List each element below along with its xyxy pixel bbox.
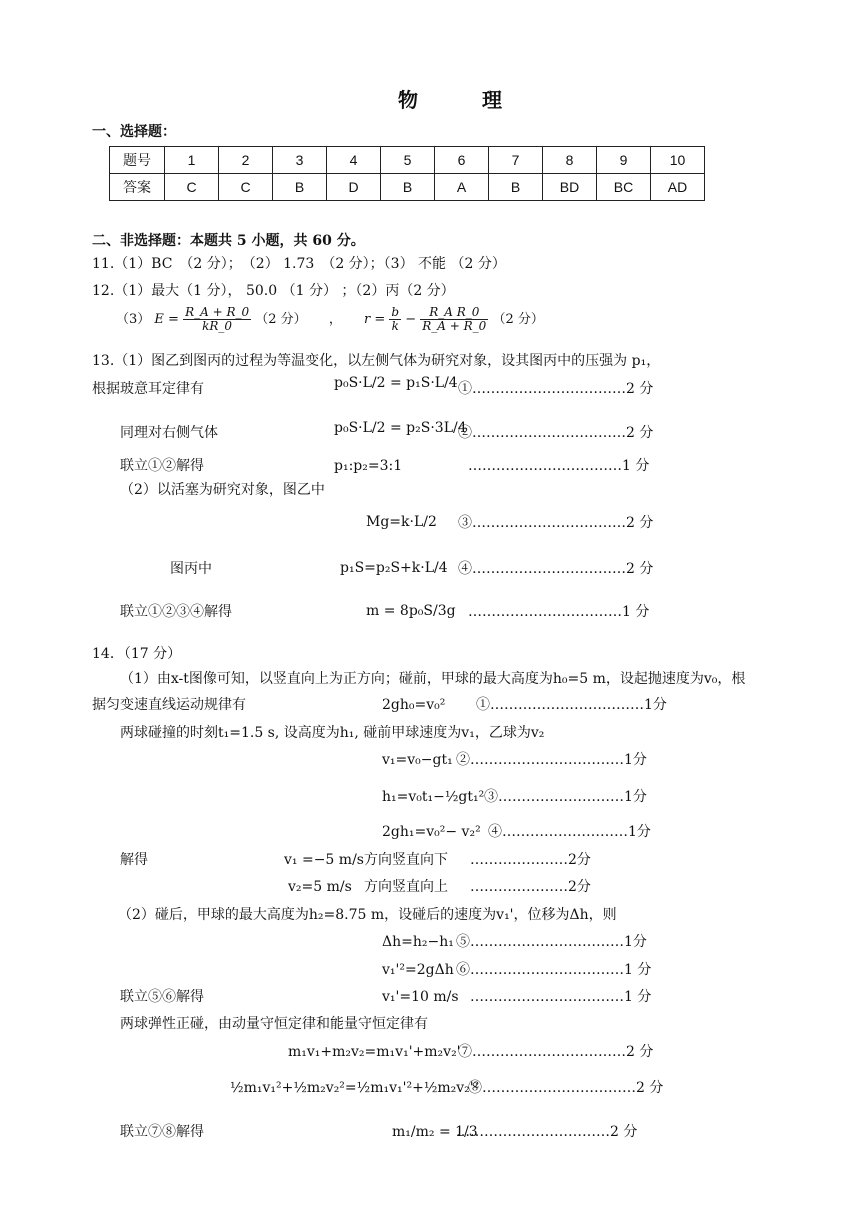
q13-equation: p₁:p₂=3:1	[334, 458, 403, 474]
score-mark: ②……………………………1分	[456, 752, 647, 768]
table-cell: B	[273, 174, 327, 201]
table-cell: B	[381, 174, 435, 201]
q13-text: 联立①②解得	[120, 458, 204, 474]
q14-result: v₂=5 m/s	[288, 879, 352, 895]
table-cell: 1	[165, 147, 219, 174]
q14-equation: ½m₁v₁²+½m₂v₂²=½m₁v₁'²+½m₂v₂'²	[230, 1080, 480, 1096]
table-cell: B	[489, 174, 543, 201]
fraction: $\frac{R\_A + R\_0}{kR\_0}$	[185, 305, 250, 334]
q12-answer-b: （3） E = $\frac{R\_A + R\_0}{kR\_0}$ （2 分） ， r = $\frac{b}{k}$ − $\frac{\text{R\_A R\_0}}{R\_A + R\_0}$ （2 分）	[116, 305, 544, 334]
q12-answer-a: 12.（1）最大（1 分）， 50.0 （1 分） ；（2）丙（2 分）	[92, 283, 455, 299]
q14-equation: v₁'²=2gΔh	[382, 962, 454, 978]
score-mark: ……………………………1 分	[468, 604, 650, 620]
q13-equation: p₁S=p₂S+k·L/4	[340, 560, 448, 576]
score-mark: ④………………………1分	[488, 824, 651, 840]
q11-answer: 11.（1）BC （2 分）； （2） 1.73 （2 分）；（3） 不能 （2 分）	[92, 256, 506, 272]
table-cell: 10	[651, 147, 705, 174]
table-cell: BC	[597, 174, 651, 201]
score-mark: ⑥……………………………1 分	[456, 962, 652, 978]
table-cell: 3	[273, 147, 327, 174]
q14-text: （2）碰后，甲球的最大高度为h₂=8.75 m，设碰后的速度为v₁'，位移为Δh，则	[118, 907, 617, 923]
table-cell: AD	[651, 174, 705, 201]
q13-text: 根据玻意耳定律有	[92, 381, 204, 397]
score-mark: ⑦……………………………2 分	[458, 1044, 654, 1060]
q13-text: 图丙中	[170, 561, 212, 577]
score-mark: ⑤……………………………1分	[456, 934, 647, 950]
q14-text: 联立⑦⑧解得	[120, 1124, 204, 1140]
q14-equation: v₁'=10 m/s	[382, 989, 459, 1005]
q13-intro: 13.（1）图乙到图丙的过程为等温变化，以左侧气体为研究对象，设其图丙中的压强为 p₁，	[92, 353, 661, 369]
table-cell: 9	[597, 147, 651, 174]
q14-result: 方向竖直向下	[364, 852, 448, 868]
table-cell: 7	[489, 147, 543, 174]
page-title: 物 理	[398, 88, 524, 112]
section-nonchoice-heading: 二、非选择题：本题共 5 小题，共 60 分。	[92, 233, 365, 249]
score-mark: ①……………………………2 分	[458, 381, 654, 397]
score-mark: ②……………………………2 分	[458, 425, 654, 441]
section-choice-heading: 一、选择题：	[92, 124, 176, 140]
q14-intro: （1）由x-t图像可知，以竖直向上为正方向；碰前，甲球的最大高度为h₀=5 m，设起抛速度为v₀，根	[120, 671, 746, 687]
table-cell: D	[327, 174, 381, 201]
q14-equation: m₁v₁+m₂v₂=m₁v₁'+m₂v₂'	[288, 1044, 461, 1060]
score-mark: …………………2分	[470, 879, 591, 895]
table-row	[110, 147, 705, 174]
q13-text: 联立①②③④解得	[120, 604, 232, 620]
score-mark: …………………2分	[470, 852, 591, 868]
q14-equation: 2gh₀=v₀²	[382, 697, 446, 713]
table-cell: BD	[543, 174, 597, 201]
table-cell: A	[435, 174, 489, 201]
q14-result: 方向竖直向上	[364, 879, 448, 895]
q14-text: 联立⑤⑥解得	[120, 989, 204, 1005]
q14-equation: 2gh₁=v₀²− v₂²	[382, 824, 481, 840]
table-row-label: 题号	[110, 147, 165, 174]
q13-equation: Mg=k·L/2	[366, 514, 437, 530]
q14-result: v₁ =−5 m/s	[284, 852, 364, 868]
score-mark: ③………………………1分	[484, 789, 647, 805]
q13-equation: p₀S·L/2 = p₁S·L/4	[334, 375, 458, 391]
table-cell: 4	[327, 147, 381, 174]
table-cell: 8	[543, 147, 597, 174]
score-mark: ……………………………2 分	[456, 1124, 638, 1140]
q14-equation: h₁=v₀t₁−½gt₁²	[382, 789, 485, 805]
q14-intro: 据匀变速直线运动规律有	[92, 697, 246, 713]
score-mark: ……………………………1 分	[468, 458, 650, 474]
q13-text: （2）以活塞为研究对象，图乙中	[120, 482, 325, 498]
table-cell: 6	[435, 147, 489, 174]
q13-equation: p₀S·L/2 = p₂S·3L/4	[334, 420, 467, 436]
table-cell: 5	[381, 147, 435, 174]
q14-equation: Δh=h₂−h₁	[382, 934, 454, 950]
q14-text: 两球弹性正碰，由动量守恒定律和能量守恒定律有	[120, 1016, 428, 1032]
table-cell: 2	[219, 147, 273, 174]
table-row-label: 答案	[110, 174, 165, 201]
score-mark: ⑧……………………………2 分	[468, 1080, 664, 1096]
q14-heading: 14．（17 分）	[92, 646, 182, 662]
score-mark: ③……………………………2 分	[458, 515, 654, 531]
q14-text: 两球碰撞的时刻t₁=1.5 s, 设高度为h₁, 碰前甲球速度为v₁，乙球为v₂	[120, 725, 545, 741]
q13-text: 同理对右侧气体	[120, 425, 218, 441]
q14-text: 解得	[120, 852, 148, 868]
table-row	[110, 174, 705, 201]
q14-equation: m₁/m₂ = 1/3	[392, 1124, 478, 1140]
q13-equation: m = 8p₀S/3g	[366, 603, 456, 619]
score-mark: ……………………………1 分	[470, 989, 652, 1005]
answer-table	[109, 146, 705, 201]
q14-equation: v₁=v₀−gt₁	[382, 752, 453, 768]
table-cell: C	[165, 174, 219, 201]
score-mark: ④……………………………2 分	[458, 561, 654, 577]
score-mark: ①……………………………1分	[476, 697, 667, 713]
table-cell: C	[219, 174, 273, 201]
